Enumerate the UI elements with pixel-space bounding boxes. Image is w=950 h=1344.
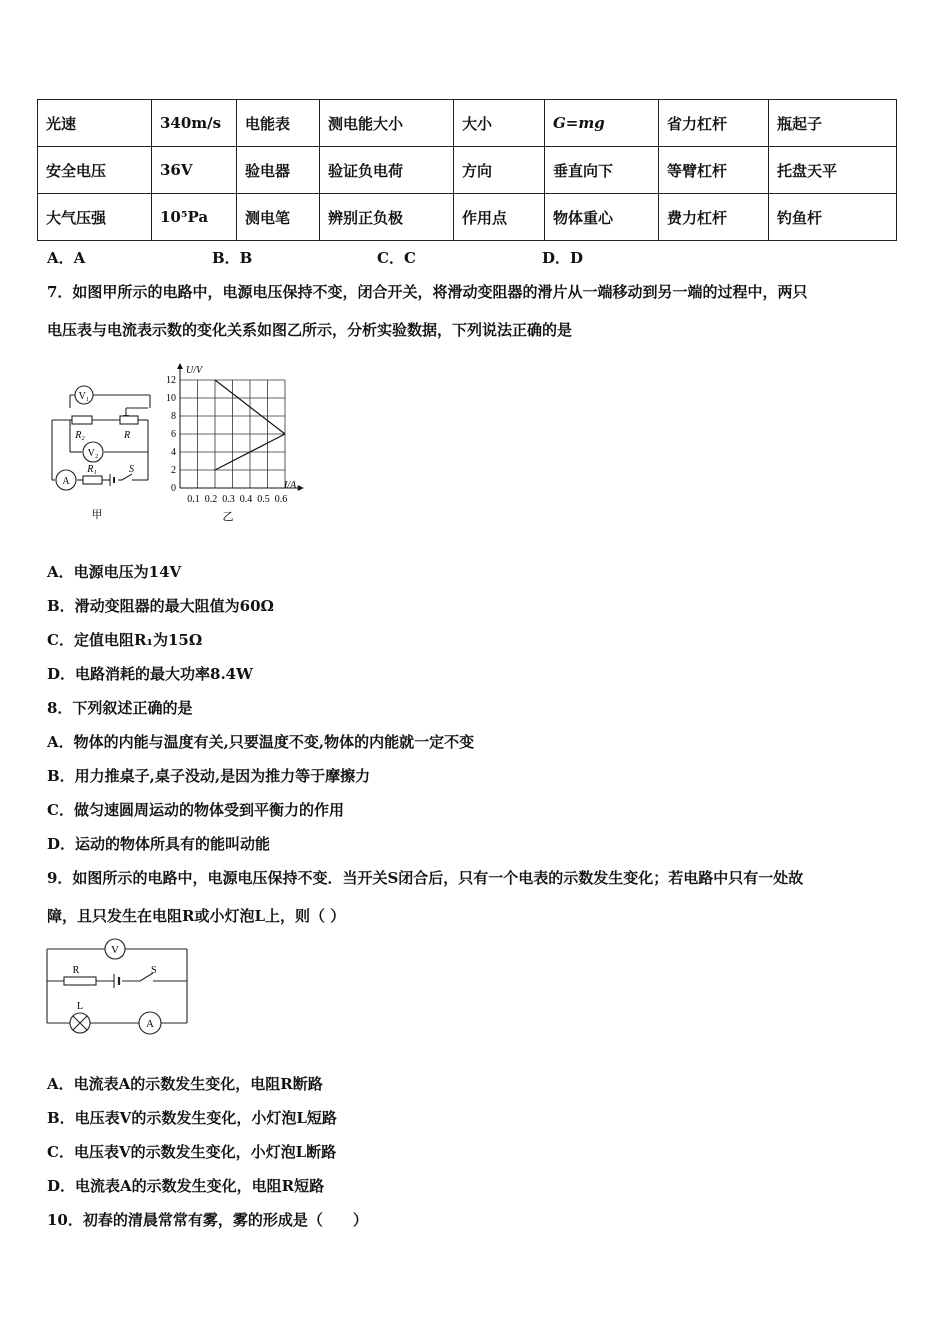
x-tick-label: 0.5	[257, 494, 270, 505]
table-cell: 大小	[454, 100, 545, 147]
q8-option-b[interactable]: B．用力推桌子,桌子没动,是因为推力等于摩擦力	[47, 767, 371, 785]
x-axis-arrow	[298, 485, 304, 491]
table-cell: 10⁵Pa	[152, 194, 237, 241]
comparison-table	[37, 99, 897, 241]
choice-d[interactable]: D．D	[542, 249, 584, 267]
table-cell: 36V	[152, 147, 237, 194]
x-tick-label: 0.4	[239, 494, 253, 505]
y-tick-label: 10	[166, 393, 176, 404]
q10-stem: 10．初春的清晨常常有雾，雾的形成是（ ）	[47, 1211, 368, 1229]
table-cell: 省力杠杆	[659, 100, 769, 147]
table-cell: 测电能大小	[320, 100, 454, 147]
l-label: L	[76, 1001, 84, 1012]
q7-option-a[interactable]: A．电源电压为14V	[47, 563, 182, 581]
table-cell: 测电笔	[237, 194, 320, 241]
q8-option-c[interactable]: C．做匀速圆周运动的物体受到平衡力的作用	[47, 801, 344, 819]
fig-caption-right: 乙	[222, 511, 234, 523]
v-label: V	[111, 944, 119, 956]
q9-option-b[interactable]: B．电压表V的示数发生变化，小灯泡L短路	[47, 1109, 337, 1127]
r2-label: R₂	[75, 430, 85, 441]
r-label: R	[123, 430, 131, 441]
table-cell: G=mg	[545, 100, 659, 147]
q7-option-c[interactable]: C．定值电阻R₁为15Ω	[47, 631, 203, 649]
table-row	[38, 147, 897, 194]
y-tick-label: 2	[171, 465, 176, 476]
x-tick-label: 0.3	[222, 494, 235, 505]
r-label: R	[72, 965, 80, 976]
choice-b[interactable]: B．B	[212, 249, 253, 267]
table-cell: 作用点	[454, 194, 545, 241]
v2-label: V₂	[87, 448, 99, 459]
v1-label: V₁	[78, 391, 90, 402]
s-label: S	[129, 464, 134, 475]
q7-chart	[160, 360, 305, 525]
q8-option-a[interactable]: A．物体的内能与温度有关,只要温度不变,物体的内能就一定不变	[47, 733, 475, 751]
x-tick-label: 0.6	[274, 494, 288, 505]
choice-c[interactable]: C．C	[377, 249, 416, 267]
q9-stem-line2: 障，且只发生在电阻R或小灯泡L上，则（ ）	[47, 907, 346, 925]
table-cell: 瓶起子	[769, 100, 897, 147]
q8-stem: 8．下列叙述正确的是	[47, 699, 193, 717]
y-tick-label: 12	[166, 375, 176, 386]
q9-circuit-diagram	[40, 935, 195, 1035]
table-cell: 电能表	[237, 100, 320, 147]
table-cell: 等臂杠杆	[659, 147, 769, 194]
y-axis-arrow	[177, 363, 183, 369]
q7-option-d[interactable]: D．电路消耗的最大功率8.4W	[47, 665, 253, 683]
table-row	[38, 100, 897, 147]
a-label: A	[62, 476, 70, 487]
q9-option-c[interactable]: C．电压表V的示数发生变化，小灯泡L断路	[47, 1143, 337, 1161]
q7-option-b[interactable]: B．滑动变阻器的最大阻值为60Ω	[47, 597, 274, 615]
q9-option-d[interactable]: D．电流表A的示数发生变化，电阻R短路	[47, 1177, 325, 1195]
s-label: S	[151, 965, 157, 976]
table-cell: 光速	[38, 100, 152, 147]
table-cell: 钓鱼杆	[769, 194, 897, 241]
rheostat	[120, 416, 138, 424]
table-cell: 验证负电荷	[320, 147, 454, 194]
table-cell: 验电器	[237, 147, 320, 194]
q6-choices	[47, 247, 647, 267]
q7-circuit-diagram	[40, 378, 160, 523]
x-tick-label: 0.2	[204, 494, 218, 505]
q8-option-d[interactable]: D．运动的物体所具有的能叫动能	[47, 835, 271, 853]
a-label: A	[146, 1018, 154, 1030]
table-cell: 大气压强	[38, 194, 152, 241]
q9-stem-line1: 9．如图所示的电路中，电源电压保持不变．当开关S闭合后，只有一个电表的示数发生变化；若电路中只有一处故	[47, 869, 804, 887]
resistor	[64, 977, 96, 985]
q7-stem-line1: 7．如图甲所示的电路中，电源电压保持不变，闭合开关，将滑动变阻器的滑片从一端移动到另一端的过程中，两只	[47, 283, 808, 301]
q9-option-a[interactable]: A．电流表A的示数发生变化，电阻R断路	[47, 1075, 323, 1093]
table-cell: 托盘天平	[769, 147, 897, 194]
x-axis-label: I/A	[284, 480, 297, 491]
y-tick-label: 6	[171, 429, 176, 440]
x-tick-label: 0.1	[187, 494, 200, 505]
choice-a[interactable]: A．A	[47, 249, 86, 267]
table-cell: 费力杠杆	[659, 194, 769, 241]
table-cell: 方向	[454, 147, 545, 194]
y-tick-label: 4	[171, 447, 176, 458]
table-cell: 物体重心	[545, 194, 659, 241]
table-cell: 安全电压	[38, 147, 152, 194]
q7-stem-line2: 电压表与电流表示数的变化关系如图乙所示，分析实验数据，下列说法正确的是	[47, 321, 573, 339]
table-row	[38, 194, 897, 241]
r2-resistor	[72, 416, 92, 424]
fig-caption-left: 甲	[91, 509, 103, 521]
y-tick-label: 8	[171, 411, 176, 422]
r1-label: R₁	[87, 464, 97, 475]
r1-resistor	[83, 476, 102, 484]
table-cell: 垂直向下	[545, 147, 659, 194]
y-tick-label: 0	[171, 483, 176, 494]
y-axis-label: U/V	[186, 365, 203, 376]
table-cell: 辨别正负极	[320, 194, 454, 241]
table-cell: 340m/s	[152, 100, 237, 147]
